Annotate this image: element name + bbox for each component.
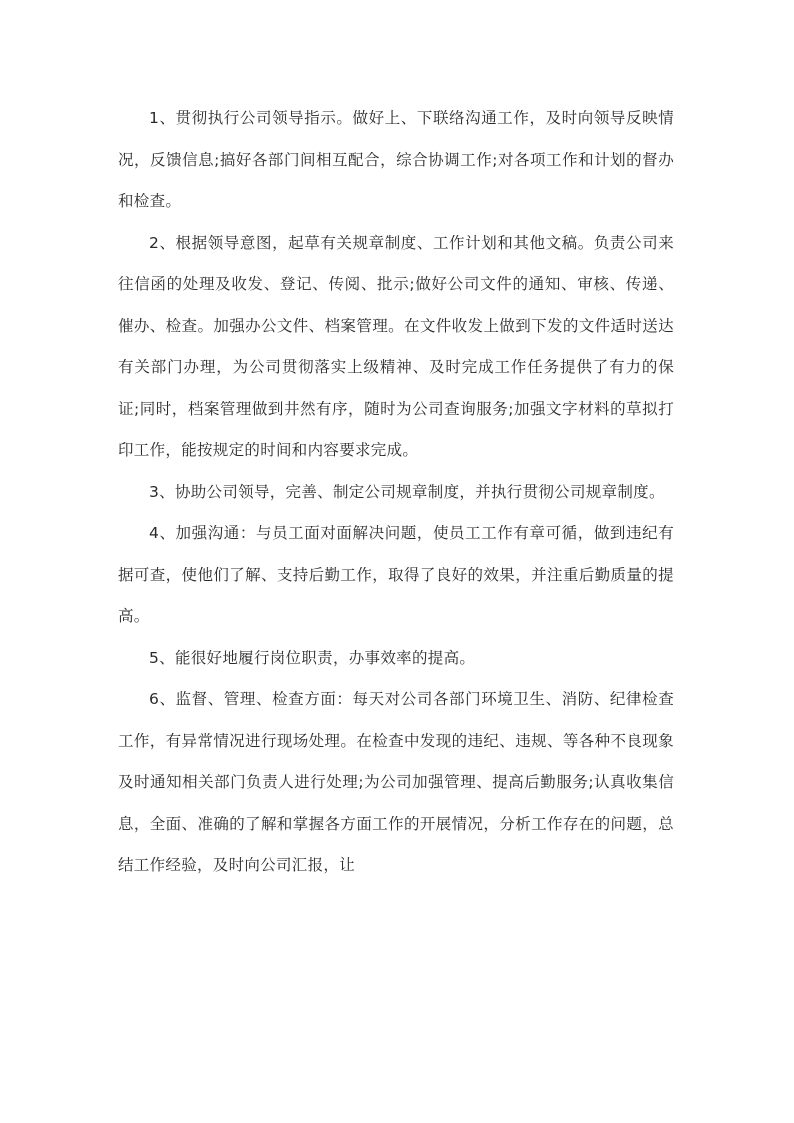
paragraph-6: 6、监督、管理、检查方面：每天对公司各部门环境卫生、消防、纪律检查工作，有异常情况进行现场处理。在检查中发现的违纪、违规、等各种不良现象及时通知相关部门负责人进行处理;为公司加强管理、提高后勤服务;认真收集信息，全面、准确的了解和掌握各方面工作的开展情况，分析工作存在的问题，总结工作经验，及时向公司汇报，让 — [118, 690, 674, 874]
paragraph-2: 2、根据领导意图，起草有关规章制度、工作计划和其他文稿。负责公司来往信函的处理及收发、登记、传阅、批示;做好公司文件的通知、审核、传递、催办、检查。加强办公文件、档案管理。在文件收发上做到下发的文件适时送达有关部门办理，为公司贯彻落实上级精神、及时完成工作任务提供了有力的保证;同时，档案管理做到井然有序，随时为公司查询服务;加强文字材料的草拟打印工作，能按规定的时间和内容要求完成。 — [118, 233, 674, 459]
paragraph-1: 1、贯彻执行公司领导指示。做好上、下联络沟通工作，及时向领导反映情况，反馈信息;搞好各部门间相互配合，综合协调工作;对各项工作和计划的督办和检查。 — [118, 109, 674, 210]
document-body — [118, 98, 674, 887]
paragraph-5: 5、能很好地履行岗位职责，办事效率的提高。 — [149, 648, 476, 667]
paragraph-4: 4、加强沟通：与员工面对面解决问题，使员工工作有章可循，做到违纪有据可查，使他们了解、支持后勤工作，取得了良好的效果，并注重后勤质量的提高。 — [118, 524, 674, 625]
paragraph-3: 3、协助公司领导，完善、制定公司规章制度，并执行贯彻公司规章制度。 — [149, 482, 665, 501]
